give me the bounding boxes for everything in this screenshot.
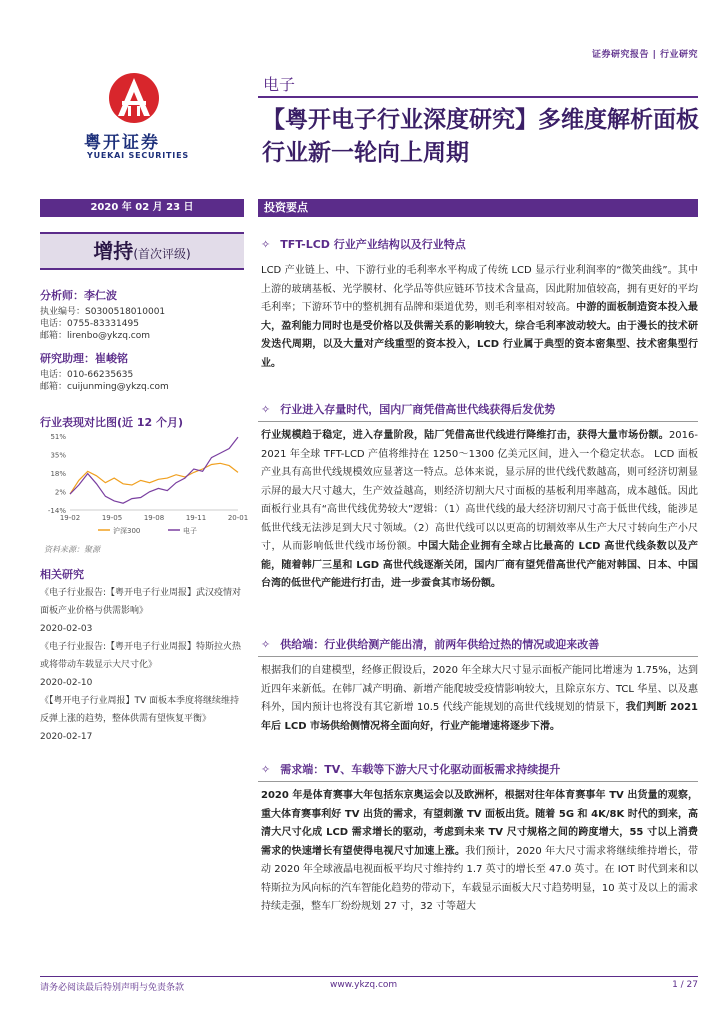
section-4-bold-text: 2020 年是体育赛事大年包括东京奥运会以及欧洲杯，根据对往年体育赛事年 TV 出货量的观察，重大体育赛事利好 TV 出货的需求，有望刺激 TV 面板出货。随着 5G 和 4K/8K 时代的到来，高清大尺寸化成 LCD 需求增长的驱动，考虑到未来 TV 尺寸规格之间的跨度增大，55 寸以上消费需求的快速增长有望使得电视尺寸加速上涨。 bbox=[261, 790, 698, 857]
assistant-email: 邮箱：cuijunming@ykzq.com bbox=[40, 382, 169, 392]
sector-label: 电子 bbox=[263, 75, 296, 94]
footer-page: 1 / 27 bbox=[672, 980, 698, 990]
footer-disclaimer[interactable]: 请务必阅读最后特别声明与免责条款 bbox=[40, 983, 185, 993]
section-separator bbox=[258, 656, 698, 657]
related-item-title[interactable]: 《电子行业报告:【粤开电子行业周报】武汉疫情对面板产业价格与供需影响》 bbox=[40, 588, 242, 616]
diamond-icon: ✧ bbox=[261, 763, 271, 776]
x-tick-label: 19-05 bbox=[101, 514, 123, 522]
chart-source: 资料来源：聚源 bbox=[44, 545, 100, 554]
x-tick-label: 19-08 bbox=[143, 514, 165, 522]
analyst-heading: 分析师：李仁波 bbox=[40, 289, 117, 302]
section-4-heading bbox=[261, 761, 560, 777]
section-3-body bbox=[261, 662, 698, 736]
related-item-date: 2020-02-10 bbox=[40, 678, 93, 688]
rating-main: 增持 bbox=[93, 239, 134, 263]
section-4-heading-text: 需求端：TV、车载等下游大尺寸化驱动面板需求持续提升 bbox=[280, 763, 561, 776]
section-4-text: 我们预计，2020 年大尺寸需求将继续维持增长，带动 2020 年全球液晶电视面板平均尺寸维持约 1.7 英寸的增长至 47.0 英寸。在 IOT 时代到来和以特斯拉为风向标的汽车智能化趋势的带动下，车载显示面板大尺寸趋势明显，10 英寸及以上的需求持续走强，整车厂纷纷规划 27 寸，32 寸等超大 bbox=[261, 845, 698, 912]
section-2-body bbox=[261, 427, 698, 594]
y-tick-label: -14% bbox=[47, 507, 66, 515]
section-2-heading-text: 行业进入存量时代，国内厂商凭借高世代线获得后发优势 bbox=[280, 403, 556, 416]
diamond-icon: ✧ bbox=[261, 403, 271, 416]
rating-sub: (首次评级) bbox=[133, 247, 191, 261]
section-4-body bbox=[261, 787, 698, 917]
analyst-block bbox=[40, 287, 245, 342]
diamond-icon: ✧ bbox=[261, 238, 271, 251]
analyst-license: 执业编号：S0300518010001 bbox=[40, 307, 166, 317]
logo-en-text: YUEKAI SECURITIES bbox=[87, 151, 189, 160]
section-3-heading-text: 供给端：行业供给测产能出清，前两年供给过热的情况或迎来改善 bbox=[280, 638, 600, 651]
legend-label: 电子 bbox=[183, 527, 197, 535]
section-3-bold-text: 我们判断 2021 年后 LCD 市场供给侧情况将全面向好，行业产能增速将逐步下滑。 bbox=[261, 702, 698, 732]
y-tick-label: 35% bbox=[50, 451, 66, 460]
legend-label: 沪深300 bbox=[113, 527, 141, 535]
section-1-heading bbox=[261, 236, 466, 252]
report-title: 【粤开电子行业深度研究】多维度解析面板行业新一轮向上周期 bbox=[262, 107, 699, 166]
diamond-icon: ✧ bbox=[261, 638, 271, 651]
section-separator bbox=[258, 421, 698, 422]
y-tick-label: 51% bbox=[50, 433, 66, 441]
section-2-bold-text: 行业规模趋于稳定，进入存量阶段，陆厂凭借高世代线进行降维打击，获得大量市场份额。 bbox=[261, 430, 669, 441]
series-line-2 bbox=[70, 437, 238, 503]
footer-divider bbox=[40, 976, 698, 977]
section-1-bold-text: 中游的面板制造资本投入最大，盈利能力同时也是受价格以及供需关系的影响较大，综合毛利率波动较大。由于漫长的技术研发迭代周期，以及大量对产线重型的资本投入，LCD 行业属于典型的资本密集型、技术密集型行业。 bbox=[261, 302, 699, 369]
assistant-block bbox=[40, 350, 245, 393]
section-1-heading-text: TFT-LCD 行业产业结构以及行业特点 bbox=[280, 238, 466, 251]
x-tick-label: 19-02 bbox=[59, 514, 81, 522]
section-separator bbox=[258, 781, 698, 782]
logo-cn-text: 粤开证券 bbox=[84, 133, 160, 153]
rating-box bbox=[40, 232, 244, 270]
y-tick-label: 18% bbox=[50, 470, 66, 478]
related-heading: 相关研究 bbox=[40, 568, 84, 581]
x-tick-label: 19-11 bbox=[185, 514, 207, 522]
performance-chart bbox=[40, 428, 249, 543]
assistant-phone: 电话：010-66235635 bbox=[40, 370, 134, 380]
investment-points-heading: 投资要点 bbox=[258, 199, 698, 217]
section-3-text: 根据我们的自建模型，经修正假设后，2020 年全球大尺寸显示面板产能同比增速为 1.75%，达到近四年来新低。在韩厂减产明确、新增产能爬坡受疫情影响较大，且除京东方、TCL 华星、以及惠科外，国内预计也将没有其它新增 10.5 代线产能规划的高世代线规划的情景下， bbox=[261, 665, 698, 713]
analyst-email: 邮箱：lirenbo@ykzq.com bbox=[40, 331, 151, 341]
header-divider bbox=[258, 96, 698, 98]
footer-site[interactable]: www.ykzq.com bbox=[330, 980, 398, 990]
chart-title: 行业表现对比图(近 12 个月) bbox=[40, 416, 184, 429]
related-item-date: 2020-02-17 bbox=[40, 732, 93, 742]
x-tick-label: 20-01 bbox=[227, 514, 249, 522]
analyst-phone: 电话：0755-83331495 bbox=[40, 319, 139, 329]
section-1-text: LCD 产业链上、中、下游行业的毛利率水平构成了传统 LCD 显示行业利润率的“微笑曲线”。其中上游的玻璃基板、光学膜材、化学品等供应链环节技术含量高，因此附加值较高，拥有更好的平均毛利率；下游环节中的整机拥有品牌和渠道优势，则毛利率相对较高。 bbox=[261, 265, 698, 313]
related-item-title[interactable]: 《电子行业报告:【粤开电子行业周报】特斯拉火热或将带动车载显示大尺寸化》 bbox=[40, 642, 242, 670]
section-2-text: 2016-2021 年全球 TFT-LCD 产值将维持在 1250～1300 亿美元区间，进入一个稳定状态。 LCD 面板产业具有高世代线规模效应显著这一特点。总体来说，显示屏的世代线代数越高，则可经济切割显示屏的最大尺寸越大，生产效益越高，则经济切割大尺寸面板的基板利用率越高，成本越低。因此面板行业具有“高世代线优势较大”逻辑：（1）高世代线的最大经济切割尺寸高于低世代线，能涉足低世代线无法涉足到大尺寸领域。（2）高世代线可以以更高的切割效率从生产大尺寸转向生产小尺寸，从而影响低世代线市场份额。 bbox=[261, 430, 698, 552]
section-2-heading bbox=[261, 401, 555, 417]
report-date: 2020 年 02 月 23 日 bbox=[40, 199, 244, 217]
assistant-heading: 研究助理：崔峻铭 bbox=[40, 352, 128, 365]
logo-emblem-icon bbox=[109, 73, 159, 123]
section-2-bold-text-2: 中国大陆企业拥有全球占比最高的 LCD 高世代线条数以及产能，随着韩厂三星和 LGD 高世代线逐渐关闭，国内厂商有望凭借高世代产能对韩国、日本、中国台湾的低世代产能进行打击，进一步蚕食其市场份额。 bbox=[261, 541, 698, 589]
related-item-date: 2020-02-03 bbox=[40, 624, 93, 634]
section-1-body bbox=[261, 262, 698, 373]
related-list bbox=[40, 584, 245, 746]
y-tick-label: 2% bbox=[54, 488, 66, 497]
section-3-heading bbox=[261, 636, 599, 652]
related-item-title[interactable]: 《【粤开电子行业周报】TV 面板本季度将继续维持反弹上涨的趋势，整体供需有望恢复平衡》 bbox=[40, 696, 240, 724]
report-categories: 证券研究报告 | 行业研究 bbox=[591, 50, 698, 60]
